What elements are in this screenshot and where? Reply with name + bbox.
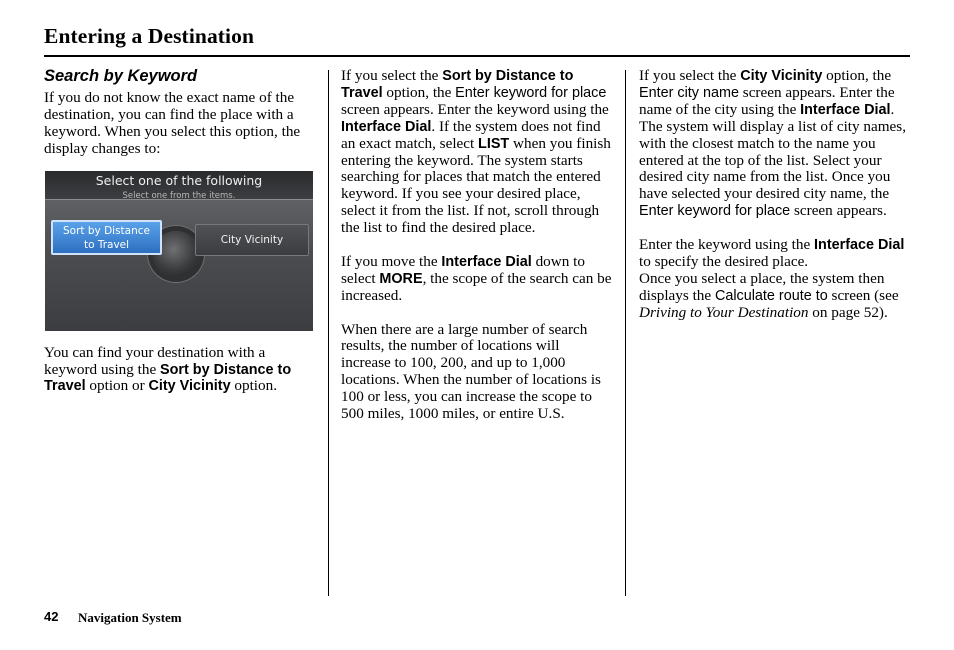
sort-by-distance-option	[51, 220, 162, 255]
sort-distance-paragraph: If you select the Sort by Distance to Travel option, the Enter keyword for place screen appears. Enter the keyword using the Interface Dial. If the system does not find an exact match, select LIST when you finish entering the keyword. The system starts searching for places that match the entered keyword. If you see your desired place, select it from the list. If not, scroll through the list to find the desired place.	[341, 67, 611, 237]
screen-title: Select one of the following	[95, 172, 263, 188]
screen-header	[45, 171, 313, 200]
city-vicinity-paragraph: If you select the City Vicinity option, the Enter city name screen appears. Enter the name of the city using the Interface Dial. The system will display a list of city names, with the closest match to the name you entered at the top of the list. Select your desired city name from the list. Once you have selected your desired city name, the Enter keyword for place screen appears.	[639, 67, 907, 220]
cross-reference: Driving to Your Destination	[639, 303, 809, 321]
page-title: Entering a Destination	[44, 24, 255, 48]
more-paragraph: If you move the Interface Dial down to select MORE, the scope of the search can be increased.	[341, 252, 612, 304]
results-paragraph: When there are a large number of search results, the number of locations will increase to 100, 200, and up to 1,000 locations. When the number of locations is 100 or less, you can increase the scope to 500 miles, 1000 miles, or entire U.S.	[341, 320, 601, 423]
nav-screen-image	[45, 171, 313, 331]
city-vicinity-option: City Vicinity	[195, 224, 309, 256]
section-heading: Search by Keyword	[44, 67, 198, 85]
intro-paragraph: If you do not know the exact name of the destination, you can find the place with a keyword. When you select this option, the display changes to:	[44, 89, 301, 157]
page-number: 42	[44, 609, 59, 624]
column-2	[341, 68, 613, 423]
calculate-route-paragraph: Once you select a place, the system then displays the Calculate route to screen (see Driving to Your Destination on page 52).	[639, 269, 899, 321]
title-divider	[44, 55, 910, 57]
keyword-paragraph: Enter the keyword using the Interface Dial to specify the desired place.	[639, 236, 905, 270]
screen-subtitle: Select one from the items.	[122, 190, 236, 201]
sort-option-line1: Sort by Distance	[63, 224, 150, 237]
sort-option-line2: to Travel	[83, 238, 130, 251]
column-3	[639, 68, 911, 322]
footer-label: Navigation System	[78, 610, 182, 625]
option-paragraph: You can find your destination with a keyword using the Sort by Distance to Travel option or City Vicinity option.	[44, 343, 292, 395]
column-divider-1	[328, 70, 329, 596]
column-divider-2	[625, 70, 626, 596]
column-1	[44, 67, 314, 395]
